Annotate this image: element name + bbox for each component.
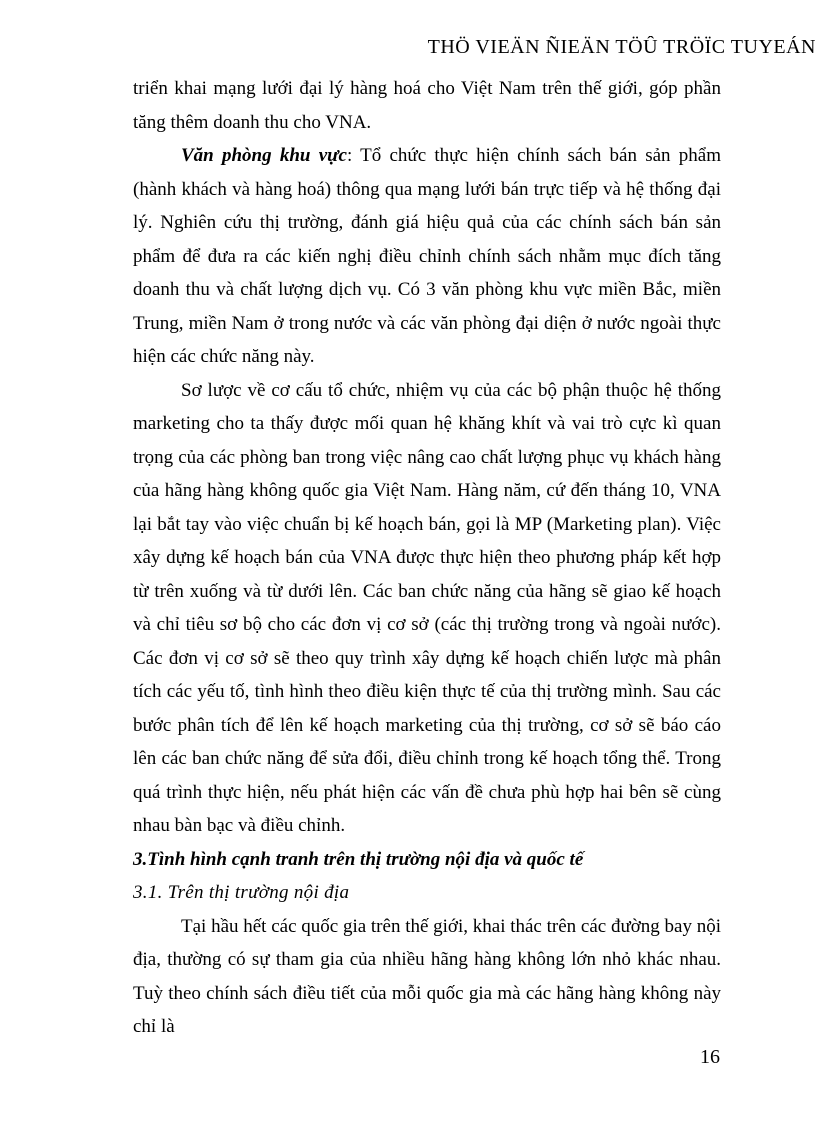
section-heading: 3.Tình hình cạnh tranh trên thị trường nội địa và quốc tế — [133, 848, 584, 870]
page-body — [133, 72, 721, 1044]
running-header: THÖ VIEÄN ÑIEÄN TÖÛ TRÖÏC TUYEÁN — [427, 36, 816, 58]
regional-offices-description: : Tổ chức thực hiện chính sách bán sản phẩm (hành khách và hàng hoá) thông qua mạng lưới bán trực tiếp và hệ thống đại lý. Nghiên cứu thị trường, đánh giá hiệu quả của các chính sách bán sản phẩm để đưa ra các kiến nghị điều chỉnh chính sách nhằm mục đích tăng doanh thu và chất lượng dịch vụ. Có 3 văn phòng khu vực miền Bắc, miền Trung, miền Nam ở trong nước và các văn phòng đại diện ở nước ngoài thực hiện các chức năng này. — [133, 145, 722, 367]
paragraph-regional-offices — [133, 139, 721, 374]
regional-offices-term: Văn phòng khu vực — [181, 145, 347, 166]
paragraph-domestic-market: Tại hầu hết các quốc gia trên thế giới, khai thác trên các đường bay nội địa, thường có sự tham gia của nhiều hãng hàng không lớn nhỏ khác nhau. Tuỳ theo chính sách điều tiết của mỗi quốc gia mà các hãng hàng không này chỉ là — [133, 915, 722, 1037]
subsection-heading: 3.1. Trên thị trường nội địa — [133, 882, 350, 903]
paragraph-continuation: triển khai mạng lưới đại lý hàng hoá cho Việt Nam trên thế giới, góp phần tăng thêm doanh thu cho VNA. — [133, 78, 721, 133]
paragraph-marketing-structure: Sơ lược về cơ cấu tổ chức, nhiệm vụ của các bộ phận thuộc hệ thống marketing cho ta thấy được mối quan hệ khăng khít và vai trò cực kì quan trọng của các phòng ban trong việc nâng cao chất lượng phục vụ khách hàng của hãng hàng không quốc gia Việt Nam. Hàng năm, cứ đến tháng 10, VNA lại bắt tay vào việc chuẩn bị kế hoạch bán, gọi là MP (Marketing plan). Việc xây dựng kế hoạch bán của VNA được thực hiện theo phương pháp kết hợp từ trên xuống và từ dưới lên. Các ban chức năng của hãng sẽ giao kế hoạch và chỉ tiêu sơ bộ cho các đơn vị cơ sở (các thị trường trong và ngoài nước). Các đơn vị cơ sở sẽ theo quy trình xây dựng kế hoạch chiến lược mà phân tích các yếu tố, tình hình theo điều kiện thực tế của thị trường mình. Sau các bước phân tích để lên kế hoạch marketing của thị trường, cơ sở sẽ báo cáo lên các ban chức năng để sửa đổi, điều chỉnh trong kế hoạch tổng thể. Trong quá trình thực hiện, nếu phát hiện các vấn đề chưa phù hợp hai bên sẽ cùng nhau bàn bạc và điều chỉnh. — [133, 379, 721, 836]
page-number: 16 — [700, 1046, 720, 1068]
